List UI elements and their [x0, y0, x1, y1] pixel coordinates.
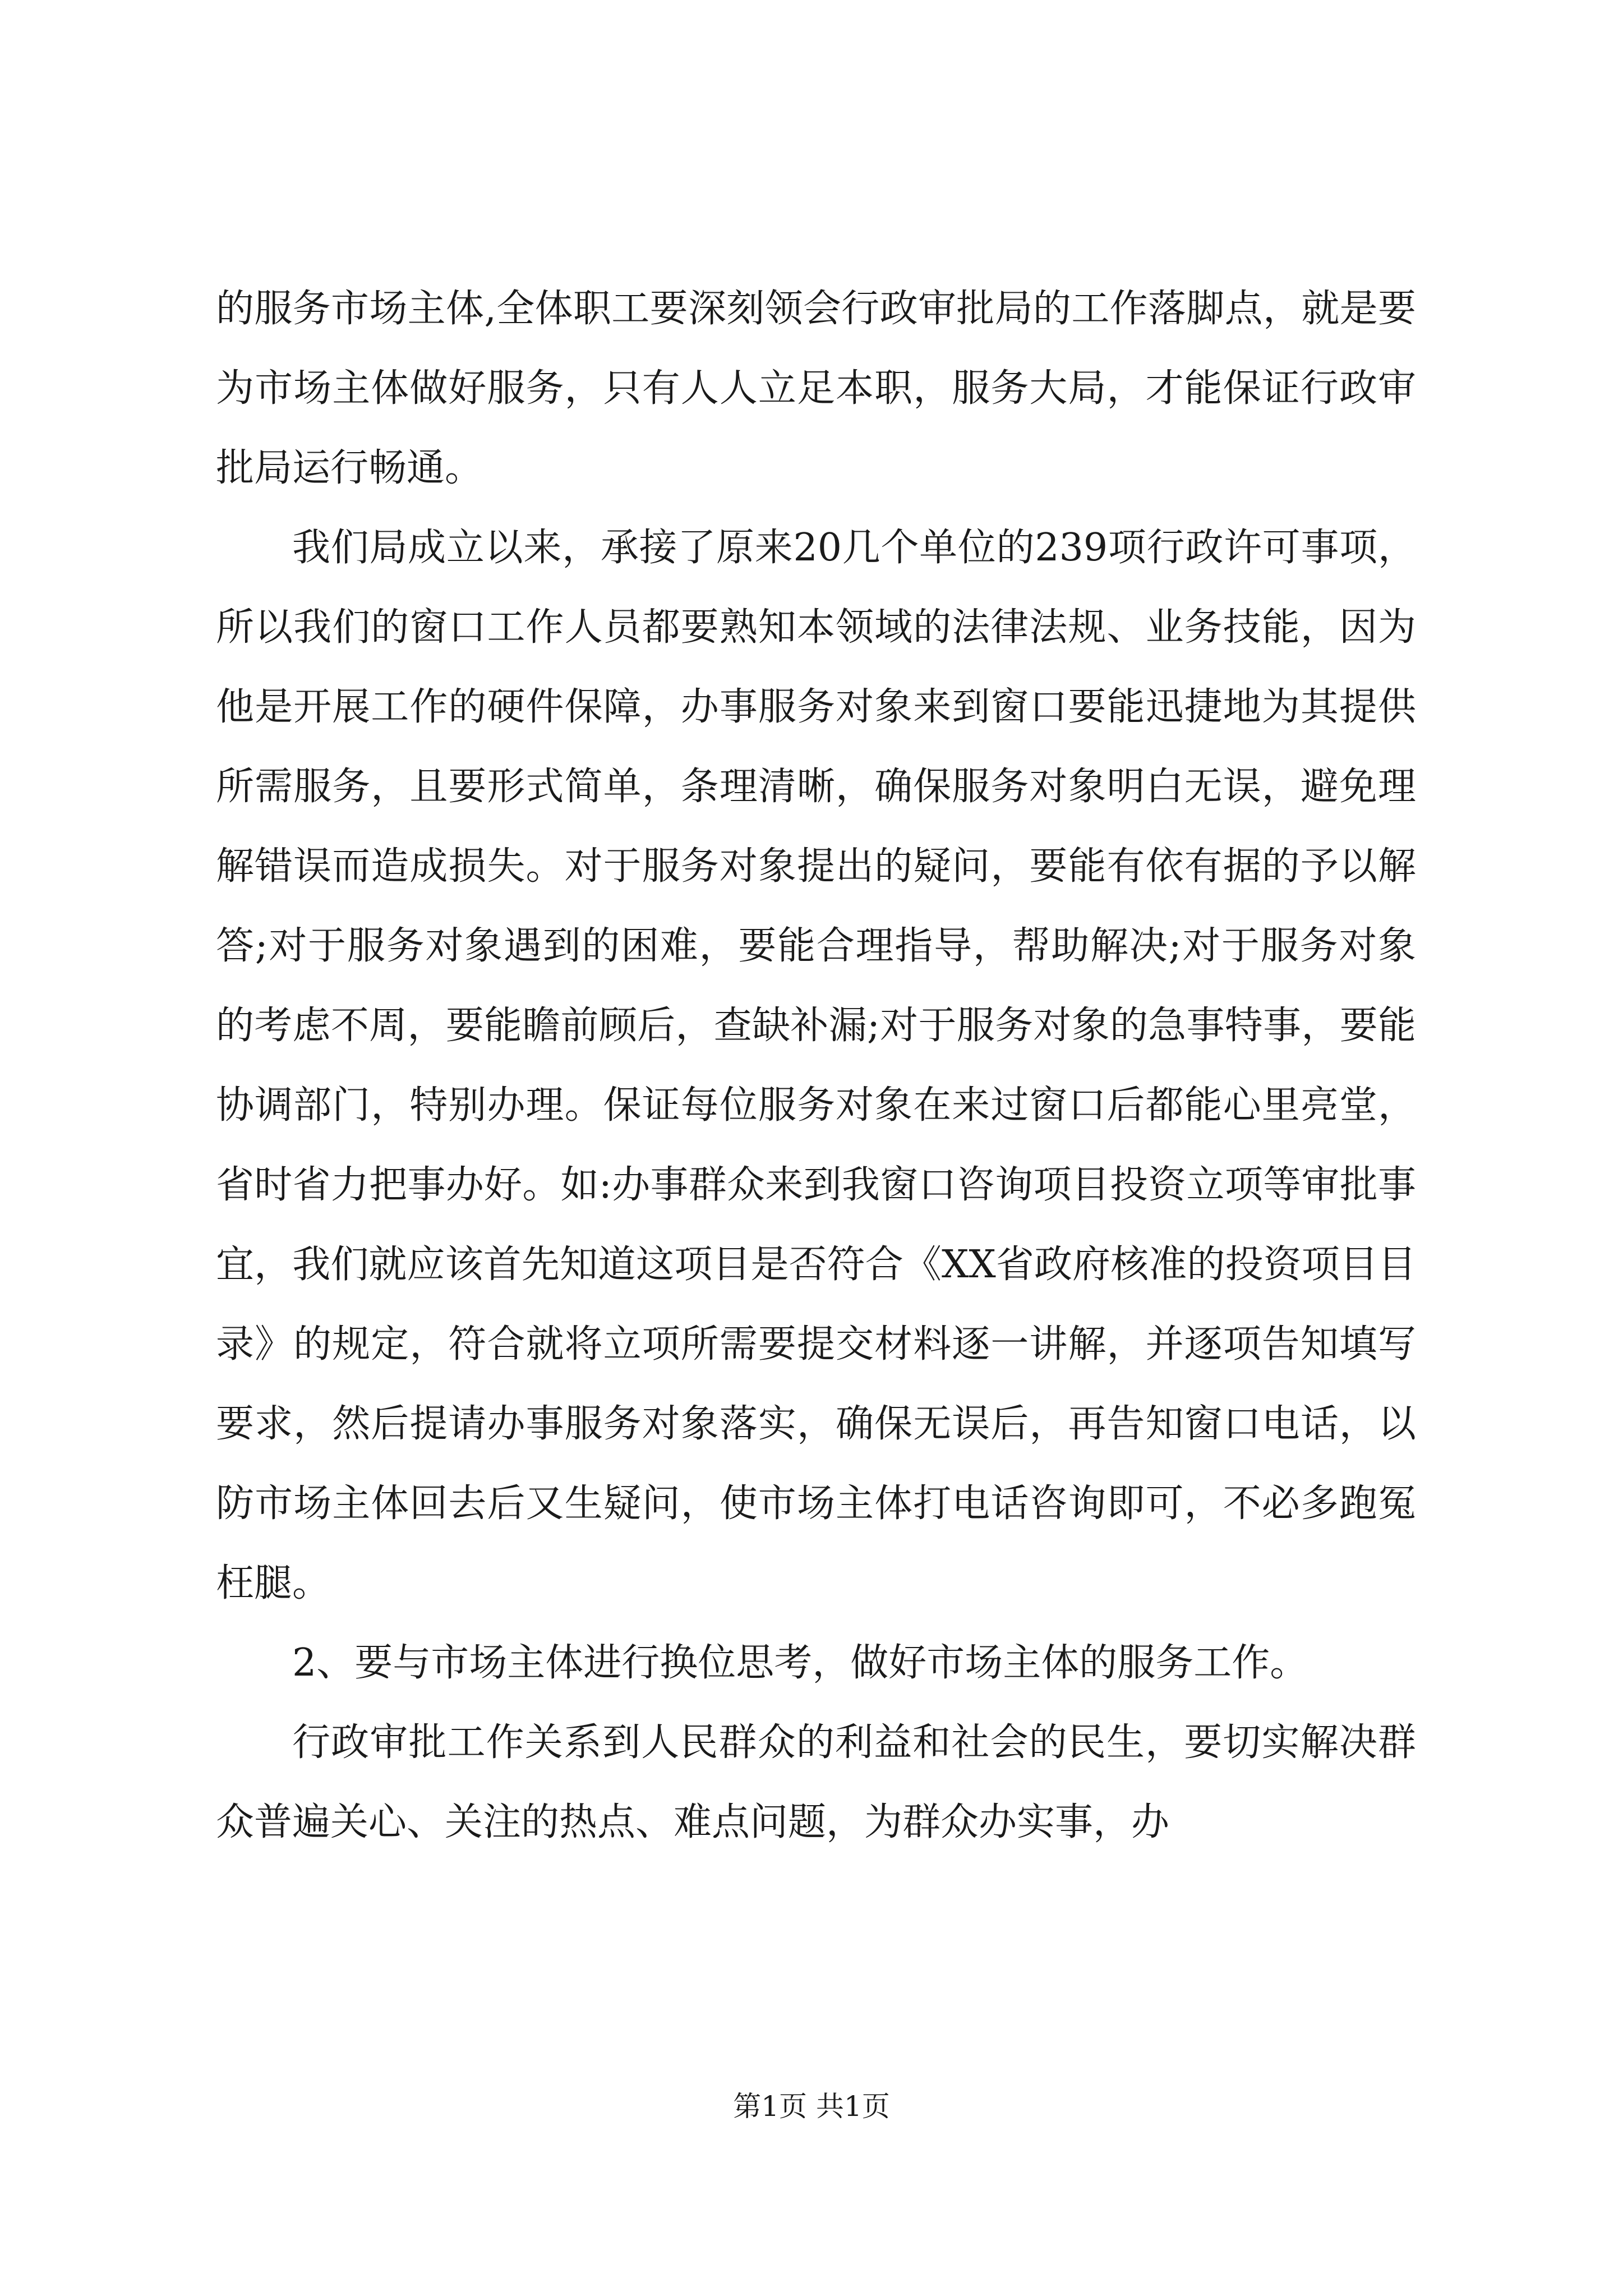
page-number-footer: 第1页 共1页 — [733, 2090, 890, 2123]
paragraph-continuation: 的服务市场主体,全体职工要深刻领会行政审批局的工作落脚点，就是要为市场主体做好服务，只有人人立足本职，服务大局，才能保证行政审批局运行畅通。 — [216, 287, 1416, 490]
paragraph-approval-work: 行政审批工作关系到人民群众的利益和社会的民生，要切实解决群众普遍关心、关注的热点、难点问题，为群众办实事，办 — [216, 1720, 1416, 1844]
document-body — [216, 269, 1416, 1862]
paragraph-section-heading: 2、要与市场主体进行换位思考，做好市场主体的服务工作。 — [292, 1641, 1308, 1685]
paragraph-service-details: 我们局成立以来，承接了原来20几个单位的239项行政许可事项，所以我们的窗口工作人员都要熟知本领域的法律法规、业务技能，因为他是开展工作的硬件保障，办事服务对象来到窗口要能迅捷地为其提供所需服务，且要形式简单，条理清晰，确保服务对象明白无误，避免理解错误而造成损失。对于服务对象提出的疑问，要能有依有据的予以解答;对于服务对象遇到的困难，要能合理指导，帮助解决;对于服务对象的考虑不周，要能瞻前顾后，查缺补漏;对于服务对象的急事特事，要能协调部门，特别办理。保证每位服务对象在来过窗口后都能心里亮堂，省时省力把事办好。如:办事群众来到我窗口咨询项目投资立项等审批事宜，我们就应该首先知道这项目是否符合《XX省政府核准的投资项目目录》的规定，符合就将立项所需要提交材料逐一讲解，并逐项告知填写要求，然后提请办事服务对象落实，确保无误后，再告知窗口电话，以防市场主体回去后又生疑问，使市场主体打电话咨询即可，不必多跑冤枉腿。 — [216, 526, 1416, 1605]
